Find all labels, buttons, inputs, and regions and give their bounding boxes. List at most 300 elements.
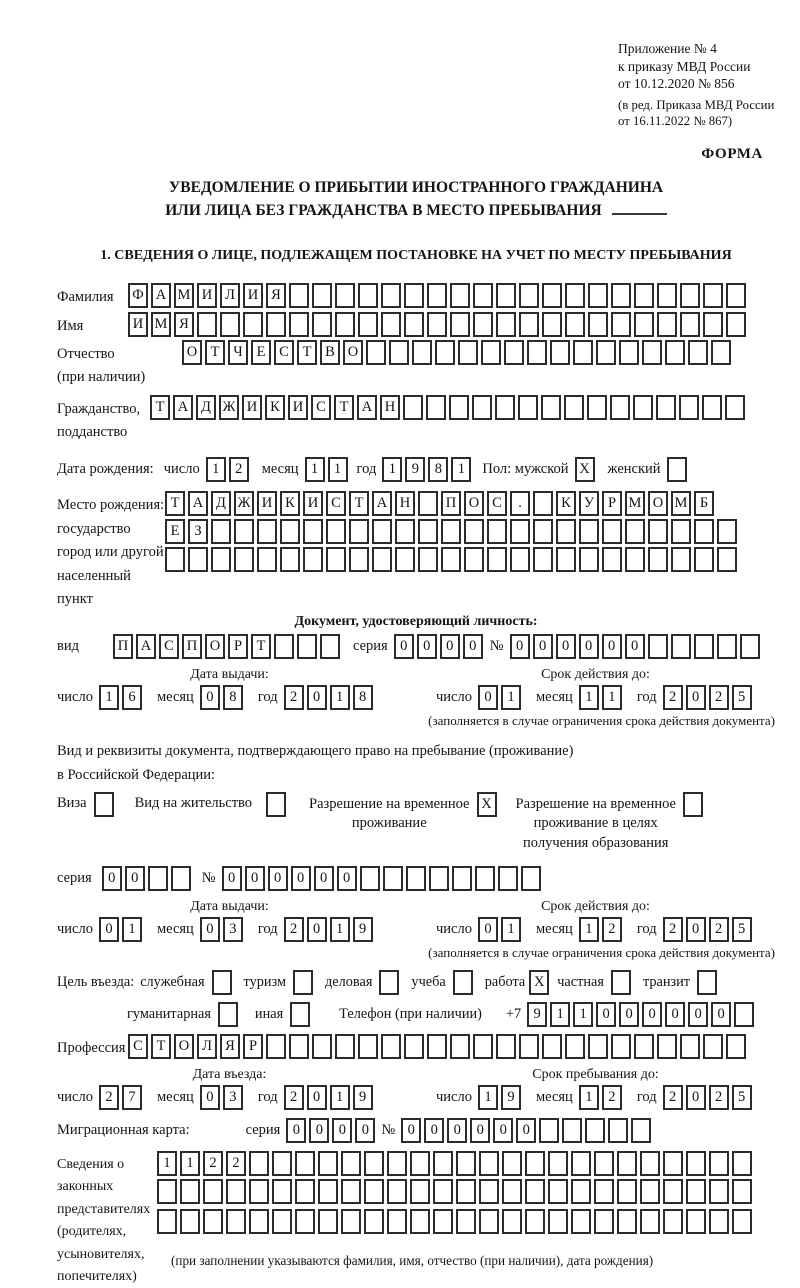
char-box[interactable] [289, 1034, 309, 1059]
char-box[interactable] [473, 312, 493, 337]
char-box[interactable] [732, 1209, 752, 1234]
char-box[interactable] [640, 1209, 660, 1234]
char-box[interactable] [364, 1179, 384, 1204]
char-box[interactable]: О [182, 340, 202, 365]
char-box[interactable] [686, 1179, 706, 1204]
char-box[interactable] [542, 312, 562, 337]
char-box[interactable] [410, 1179, 430, 1204]
char-box[interactable] [564, 395, 584, 420]
char-box[interactable] [657, 283, 677, 308]
char-box[interactable]: 0 [291, 866, 311, 891]
char-box[interactable]: Ж [219, 395, 239, 420]
char-box[interactable] [266, 312, 286, 337]
char-box[interactable]: И [288, 395, 308, 420]
char-box[interactable]: К [556, 491, 576, 516]
char-box[interactable] [504, 340, 524, 365]
char-box[interactable] [703, 283, 723, 308]
char-box[interactable]: 2 [602, 917, 622, 942]
char-box[interactable] [588, 283, 608, 308]
char-box[interactable] [648, 634, 668, 659]
char-box[interactable]: И [303, 491, 323, 516]
char-box[interactable] [525, 1151, 545, 1176]
char-box[interactable] [289, 283, 309, 308]
char-box[interactable] [686, 1151, 706, 1176]
char-box[interactable] [171, 866, 191, 891]
char-box[interactable]: Е [251, 340, 271, 365]
char-box[interactable]: Я [266, 283, 286, 308]
given-name-boxes[interactable] [128, 312, 749, 337]
char-box[interactable] [542, 1034, 562, 1059]
char-box[interactable] [341, 1209, 361, 1234]
char-box[interactable]: Ф [128, 283, 148, 308]
char-box[interactable] [527, 340, 547, 365]
char-box[interactable] [364, 1209, 384, 1234]
char-box[interactable]: М [625, 491, 645, 516]
char-box[interactable]: 1 [579, 917, 599, 942]
char-box[interactable]: 2 [663, 685, 683, 710]
char-box[interactable] [335, 312, 355, 337]
char-box[interactable] [556, 519, 576, 544]
char-box[interactable]: 0 [309, 1118, 329, 1143]
visa-checkbox[interactable] [94, 792, 117, 817]
char-box[interactable] [203, 1209, 223, 1234]
char-box[interactable] [487, 547, 507, 572]
char-box[interactable]: 0 [102, 866, 122, 891]
char-box[interactable] [274, 634, 294, 659]
char-box[interactable]: 0 [125, 866, 145, 891]
char-box[interactable] [387, 1151, 407, 1176]
char-box[interactable] [303, 519, 323, 544]
char-box[interactable] [588, 1034, 608, 1059]
char-box[interactable]: 1 [501, 917, 521, 942]
char-box[interactable] [472, 395, 492, 420]
char-box[interactable]: И [243, 283, 263, 308]
char-box[interactable] [297, 634, 317, 659]
char-box[interactable]: 1 [579, 685, 599, 710]
char-box[interactable]: И [257, 491, 277, 516]
stay-year-boxes[interactable] [663, 1085, 755, 1110]
char-box[interactable] [541, 395, 561, 420]
char-box[interactable] [427, 1034, 447, 1059]
char-box[interactable] [602, 519, 622, 544]
char-box[interactable]: А [136, 634, 156, 659]
char-box[interactable] [587, 395, 607, 420]
char-box[interactable] [318, 1179, 338, 1204]
doc-type-boxes[interactable] [113, 634, 343, 659]
char-box[interactable] [433, 1151, 453, 1176]
char-box[interactable]: С [311, 395, 331, 420]
char-box[interactable]: 9 [501, 1085, 521, 1110]
char-box[interactable] [496, 283, 516, 308]
birth-year-boxes[interactable] [382, 457, 474, 482]
char-box[interactable]: А [151, 283, 171, 308]
char-box[interactable] [418, 547, 438, 572]
char-box[interactable]: А [188, 491, 208, 516]
char-box[interactable] [479, 1209, 499, 1234]
char-box[interactable] [449, 395, 469, 420]
char-box[interactable]: О [648, 491, 668, 516]
char-box[interactable]: 0 [596, 1002, 616, 1027]
char-box[interactable] [293, 970, 313, 995]
char-box[interactable] [379, 970, 399, 995]
char-box[interactable] [525, 1179, 545, 1204]
char-box[interactable] [165, 547, 185, 572]
char-box[interactable]: Б [694, 491, 714, 516]
residence-valid-month-boxes[interactable] [579, 917, 625, 942]
char-box[interactable] [518, 395, 538, 420]
char-box[interactable] [640, 1151, 660, 1176]
char-box[interactable]: 0 [307, 917, 327, 942]
char-box[interactable] [203, 1179, 223, 1204]
char-box[interactable]: 1 [579, 1085, 599, 1110]
char-box[interactable]: 8 [428, 457, 448, 482]
char-box[interactable] [290, 1002, 310, 1027]
char-box[interactable] [521, 866, 541, 891]
char-box[interactable] [303, 547, 323, 572]
birth-place-row1-boxes[interactable] [165, 491, 717, 516]
char-box[interactable]: У [579, 491, 599, 516]
char-box[interactable] [726, 312, 746, 337]
char-box[interactable] [312, 312, 332, 337]
char-box[interactable] [289, 312, 309, 337]
char-box[interactable]: 2 [229, 457, 249, 482]
char-box[interactable]: 2 [99, 1085, 119, 1110]
char-box[interactable]: 0 [314, 866, 334, 891]
char-box[interactable]: Т [151, 1034, 171, 1059]
char-box[interactable]: К [280, 491, 300, 516]
char-box[interactable] [717, 634, 737, 659]
char-box[interactable] [441, 547, 461, 572]
entry-month-boxes[interactable] [200, 1085, 246, 1110]
char-box[interactable]: 2 [284, 917, 304, 942]
char-box[interactable] [479, 1151, 499, 1176]
char-box[interactable]: М [174, 283, 194, 308]
char-box[interactable]: 1 [157, 1151, 177, 1176]
char-box[interactable] [594, 1209, 614, 1234]
surname-boxes[interactable] [128, 283, 749, 308]
char-box[interactable] [389, 340, 409, 365]
char-box[interactable]: 0 [417, 634, 437, 659]
char-box[interactable] [648, 519, 668, 544]
char-box[interactable] [335, 1034, 355, 1059]
char-box[interactable] [709, 1209, 729, 1234]
entry-day-boxes[interactable] [99, 1085, 145, 1110]
char-box[interactable] [611, 283, 631, 308]
temp-residence-permit-checkbox[interactable] [477, 792, 500, 817]
char-box[interactable]: 0 [200, 685, 220, 710]
char-box[interactable] [464, 519, 484, 544]
char-box[interactable]: 2 [709, 685, 729, 710]
char-box[interactable] [498, 866, 518, 891]
char-box[interactable] [383, 866, 403, 891]
char-box[interactable] [249, 1151, 269, 1176]
char-box[interactable] [548, 1179, 568, 1204]
representatives-row3-boxes[interactable] [157, 1209, 755, 1234]
char-box[interactable] [573, 340, 593, 365]
char-box[interactable] [725, 395, 745, 420]
char-box[interactable]: Ч [228, 340, 248, 365]
representatives-row1-boxes[interactable] [157, 1151, 755, 1176]
char-box[interactable] [663, 1179, 683, 1204]
char-box[interactable]: Т [205, 340, 225, 365]
char-box[interactable]: А [372, 491, 392, 516]
char-box[interactable] [450, 1034, 470, 1059]
char-box[interactable] [703, 1034, 723, 1059]
char-box[interactable] [671, 634, 691, 659]
char-box[interactable] [295, 1151, 315, 1176]
char-box[interactable] [427, 283, 447, 308]
char-box[interactable]: 0 [619, 1002, 639, 1027]
char-box[interactable]: Р [602, 491, 622, 516]
char-box[interactable] [648, 547, 668, 572]
char-box[interactable]: О [343, 340, 363, 365]
char-box[interactable] [671, 519, 691, 544]
char-box[interactable] [519, 1034, 539, 1059]
char-box[interactable]: С [326, 491, 346, 516]
char-box[interactable] [481, 340, 501, 365]
char-box[interactable] [157, 1179, 177, 1204]
char-box[interactable] [320, 634, 340, 659]
char-box[interactable] [226, 1179, 246, 1204]
char-box[interactable] [683, 792, 703, 817]
char-box[interactable]: 1 [382, 457, 402, 482]
char-box[interactable] [495, 395, 515, 420]
char-box[interactable] [663, 1151, 683, 1176]
char-box[interactable] [709, 1179, 729, 1204]
char-box[interactable] [243, 312, 263, 337]
char-box[interactable]: Р [228, 634, 248, 659]
char-box[interactable] [562, 1118, 582, 1143]
birth-month-boxes[interactable] [305, 457, 351, 482]
char-box[interactable]: 0 [99, 917, 119, 942]
char-box[interactable] [456, 1209, 476, 1234]
char-box[interactable] [427, 312, 447, 337]
char-box[interactable] [634, 1034, 654, 1059]
char-box[interactable] [697, 970, 717, 995]
char-box[interactable]: 9 [527, 1002, 547, 1027]
char-box[interactable]: Л [197, 1034, 217, 1059]
char-box[interactable] [671, 547, 691, 572]
char-box[interactable]: И [197, 283, 217, 308]
char-box[interactable]: 0 [337, 866, 357, 891]
char-box[interactable]: 1 [330, 685, 350, 710]
char-box[interactable] [341, 1179, 361, 1204]
char-box[interactable]: А [357, 395, 377, 420]
edu-residence-permit-checkbox[interactable] [683, 792, 706, 817]
char-box[interactable] [450, 283, 470, 308]
char-box[interactable]: 1 [122, 917, 142, 942]
birth-day-boxes[interactable] [206, 457, 252, 482]
char-box[interactable] [220, 312, 240, 337]
char-box[interactable] [732, 1151, 752, 1176]
char-box[interactable] [617, 1179, 637, 1204]
char-box[interactable]: 2 [709, 1085, 729, 1110]
birth-place-row2-boxes[interactable] [165, 519, 740, 544]
char-box[interactable] [364, 1151, 384, 1176]
char-box[interactable] [694, 519, 714, 544]
char-box[interactable] [358, 312, 378, 337]
char-box[interactable] [381, 312, 401, 337]
char-box[interactable]: 8 [223, 685, 243, 710]
doc-number-boxes[interactable] [510, 634, 763, 659]
char-box[interactable]: 1 [550, 1002, 570, 1027]
char-box[interactable]: И [242, 395, 262, 420]
char-box[interactable]: В [320, 340, 340, 365]
char-box[interactable] [456, 1179, 476, 1204]
char-box[interactable] [257, 547, 277, 572]
char-box[interactable]: 2 [203, 1151, 223, 1176]
char-box[interactable]: 0 [447, 1118, 467, 1143]
char-box[interactable] [726, 1034, 746, 1059]
residence-series-boxes[interactable] [102, 866, 194, 891]
purpose-work-checkbox[interactable] [529, 970, 552, 995]
char-box[interactable] [631, 1118, 651, 1143]
char-box[interactable] [412, 340, 432, 365]
valid-day-boxes[interactable] [478, 685, 524, 710]
char-box[interactable]: 3 [223, 917, 243, 942]
char-box[interactable] [680, 283, 700, 308]
char-box[interactable] [395, 519, 415, 544]
char-box[interactable]: 0 [533, 634, 553, 659]
valid-month-boxes[interactable] [579, 685, 625, 710]
char-box[interactable] [585, 1118, 605, 1143]
char-box[interactable]: 0 [394, 634, 414, 659]
char-box[interactable]: 1 [451, 457, 471, 482]
char-box[interactable] [496, 1034, 516, 1059]
purpose-business-checkbox[interactable] [379, 970, 402, 995]
char-box[interactable] [539, 1118, 559, 1143]
stay-day-boxes[interactable] [478, 1085, 524, 1110]
char-box[interactable]: 7 [122, 1085, 142, 1110]
char-box[interactable] [703, 312, 723, 337]
char-box[interactable] [565, 1034, 585, 1059]
char-box[interactable]: 0 [686, 1085, 706, 1110]
char-box[interactable]: 0 [332, 1118, 352, 1143]
char-box[interactable] [571, 1179, 591, 1204]
char-box[interactable] [533, 547, 553, 572]
residence-valid-day-boxes[interactable] [478, 917, 524, 942]
char-box[interactable] [740, 634, 760, 659]
char-box[interactable] [732, 1179, 752, 1204]
char-box[interactable] [349, 519, 369, 544]
char-box[interactable]: С [159, 634, 179, 659]
char-box[interactable] [335, 283, 355, 308]
char-box[interactable]: Н [380, 395, 400, 420]
char-box[interactable] [679, 395, 699, 420]
char-box[interactable] [510, 519, 530, 544]
char-box[interactable] [717, 547, 737, 572]
char-box[interactable]: 2 [284, 685, 304, 710]
char-box[interactable] [475, 866, 495, 891]
sex-male-checkbox[interactable] [575, 457, 598, 482]
char-box[interactable] [487, 519, 507, 544]
char-box[interactable]: 0 [686, 685, 706, 710]
char-box[interactable]: 2 [663, 1085, 683, 1110]
char-box[interactable]: 0 [556, 634, 576, 659]
char-box[interactable] [358, 283, 378, 308]
char-box[interactable] [249, 1179, 269, 1204]
char-box[interactable] [249, 1209, 269, 1234]
char-box[interactable]: 0 [245, 866, 265, 891]
char-box[interactable]: 0 [478, 917, 498, 942]
char-box[interactable] [387, 1209, 407, 1234]
purpose-study-checkbox[interactable] [453, 970, 476, 995]
char-box[interactable]: 2 [284, 1085, 304, 1110]
char-box[interactable]: 0 [355, 1118, 375, 1143]
char-box[interactable] [663, 1209, 683, 1234]
char-box[interactable] [665, 340, 685, 365]
char-box[interactable]: Т [165, 491, 185, 516]
char-box[interactable] [688, 340, 708, 365]
char-box[interactable]: П [441, 491, 461, 516]
char-box[interactable]: 1 [330, 1085, 350, 1110]
char-box[interactable]: 0 [602, 634, 622, 659]
char-box[interactable] [519, 283, 539, 308]
char-box[interactable]: М [151, 312, 171, 337]
char-box[interactable] [257, 519, 277, 544]
char-box[interactable]: А [173, 395, 193, 420]
char-box[interactable]: 0 [200, 917, 220, 942]
char-box[interactable] [433, 1209, 453, 1234]
char-box[interactable] [657, 312, 677, 337]
char-box[interactable]: Р [243, 1034, 263, 1059]
char-box[interactable] [533, 491, 553, 516]
char-box[interactable] [429, 866, 449, 891]
profession-boxes[interactable] [128, 1034, 749, 1059]
char-box[interactable]: 0 [478, 685, 498, 710]
char-box[interactable]: X [477, 792, 497, 817]
char-box[interactable] [157, 1209, 177, 1234]
char-box[interactable] [326, 519, 346, 544]
char-box[interactable] [453, 970, 473, 995]
char-box[interactable] [366, 340, 386, 365]
char-box[interactable]: 0 [307, 1085, 327, 1110]
char-box[interactable] [596, 340, 616, 365]
char-box[interactable] [667, 457, 687, 482]
char-box[interactable] [381, 1034, 401, 1059]
char-box[interactable]: 1 [478, 1085, 498, 1110]
char-box[interactable] [372, 547, 392, 572]
char-box[interactable] [565, 312, 585, 337]
char-box[interactable] [211, 547, 231, 572]
char-box[interactable] [180, 1209, 200, 1234]
doc-series-boxes[interactable] [394, 634, 486, 659]
char-box[interactable] [358, 1034, 378, 1059]
char-box[interactable]: Е [165, 519, 185, 544]
char-box[interactable]: 3 [223, 1085, 243, 1110]
char-box[interactable]: Т [251, 634, 271, 659]
char-box[interactable] [711, 340, 731, 365]
purpose-transit-checkbox[interactable] [697, 970, 720, 995]
char-box[interactable] [533, 519, 553, 544]
char-box[interactable]: Д [196, 395, 216, 420]
char-box[interactable] [280, 519, 300, 544]
residence-issue-month-boxes[interactable] [200, 917, 246, 942]
char-box[interactable] [657, 1034, 677, 1059]
char-box[interactable]: 0 [579, 634, 599, 659]
migration-number-boxes[interactable] [401, 1118, 654, 1143]
char-box[interactable] [349, 547, 369, 572]
char-box[interactable] [502, 1209, 522, 1234]
char-box[interactable]: Т [297, 340, 317, 365]
char-box[interactable] [686, 1209, 706, 1234]
char-box[interactable]: С [128, 1034, 148, 1059]
char-box[interactable]: 0 [440, 634, 460, 659]
char-box[interactable]: 0 [642, 1002, 662, 1027]
char-box[interactable] [640, 1179, 660, 1204]
char-box[interactable]: И [128, 312, 148, 337]
char-box[interactable]: Я [174, 312, 194, 337]
